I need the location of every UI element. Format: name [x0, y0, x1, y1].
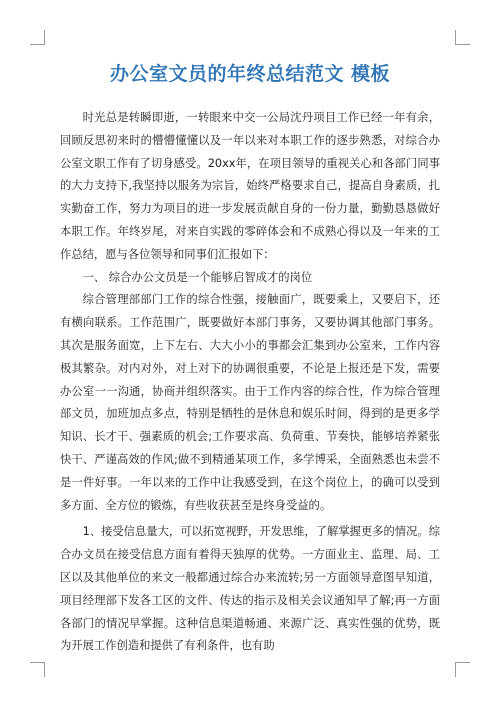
crop-mark-bottom-right: [455, 662, 470, 677]
crop-mark-top-left: [30, 30, 45, 45]
section-heading: 一、 综合办公文员是一个能够启智成才的岗位: [82, 270, 313, 284]
intro-paragraph: 时光总是转瞬即逝，一转眼来中交一公局沈丹项目工作已经一年有余，回顾反思初来时的懵懵懂懂以及一年以来对本职工作的逐步熟悉，对综合办公室文职工作有了切身感受。20xx年，在项目领导的重视关心和各部门同事的大力支持下,我坚持以服务为宗旨，始终严格要求自己，提高自身素质，扎实勤奋工作，努力为项目的进一步发展贡献自身的一份力量，勤勤恳恳做好本职工作。年终岁尾，对来自实践的零碎体会和不成熟心得以及一年来的工作总结，愿与各位领导和同事们汇报如下：: [60, 111, 440, 261]
crop-mark-bottom-left: [30, 662, 45, 677]
document-body: [60, 107, 440, 658]
body-paragraph-point-1: 1、接受信息量大，可以拓宽视野，开发思维，了解掌握更多的情况。综合办文员在接受信息方面有着得天独厚的优势。一方面业主、监理、局、工区以及其他单位的来文一般都通过综合办来流转;另一方面领导意图早知道，项目经理部下发各工区的文件、传达的指示及相关会议通知早了解;再一方面各部门的情况早掌握。这种信息渠道畅通、来源广泛、真实性强的优势，既为开展工作创造和提供了有利条件，也有助: [60, 525, 440, 653]
crop-mark-top-right: [455, 30, 470, 45]
document-title: 办公室文员的年终总结范文 模板: [109, 63, 391, 85]
body-paragraph: 综合管理部部门工作的综合性强，接触面广，既要乘上，又要启下，还有横向联系。工作范围广，既要做好本部门事务，又要协调其他部门事务。其次是服务面宽，上下左右、大大小小的事都会汇集到办公室来，工作内容极其繁杂。对内对外，对上对下的协调很重要，不论是上报还是下发，需要办公室一一沟通，协商并组织落实。由于工作内容的综合性，作为综合管理部文员，加班加点多点，特别是牺牲的是休息和娱乐时间，得到的是更多学知识、长才干、强素质的机会;工作要求高、负荷重、节奏快，能够培养紧张快干、严谨高效的作风;做不到精通某项工作，多学博采，全面熟悉也未尝不是一件好事。一年以来的工作中让我感受到，在这个岗位上，的确可以受到多方面、全方位的锻炼，有些收获甚至是终身受益的。: [60, 293, 440, 512]
